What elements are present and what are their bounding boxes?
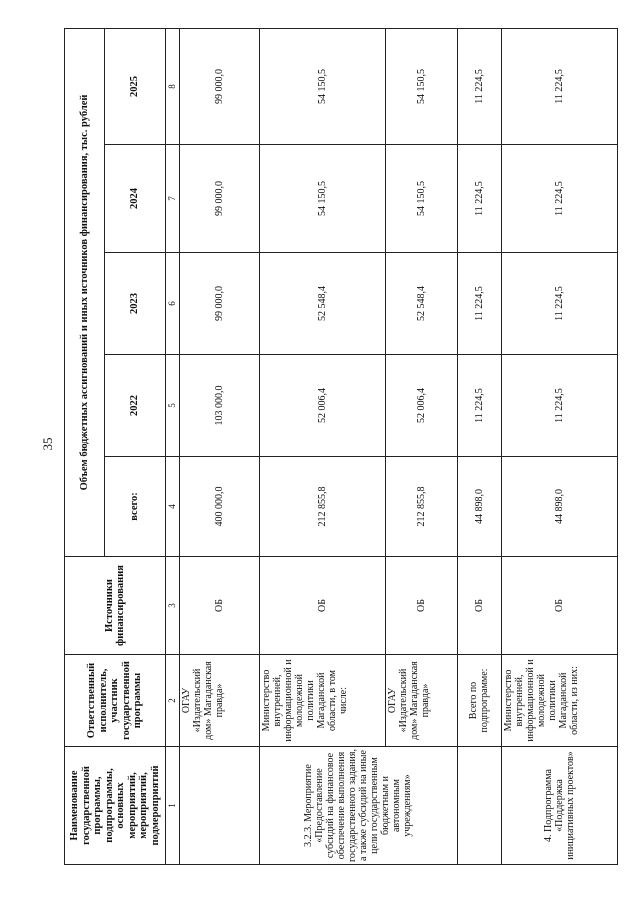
financing-table (64, 28, 618, 865)
column-number: 3 (166, 557, 180, 655)
row-name (457, 747, 501, 865)
column-number: 1 (166, 747, 180, 865)
row-executor: ОГАУ «Издательский дом» Магаданская правда» (179, 655, 259, 747)
column-number: 8 (166, 28, 180, 144)
header-row-1 (65, 28, 105, 864)
row-executor: Министерство внутренней, информационной и молодежной политики Магаданской области, в том числе: (259, 655, 385, 747)
row-source: ОБ (502, 557, 618, 655)
table-row (259, 28, 385, 864)
row-2023: 52 548,4 (386, 253, 458, 355)
row-total: 212 855,8 (386, 457, 458, 557)
row-2024: 11 224,5 (457, 145, 501, 253)
row-source: ОБ (179, 557, 259, 655)
row-2022: 52 006,4 (259, 355, 385, 457)
row-2023: 11 224,5 (457, 253, 501, 355)
column-number-row (166, 28, 180, 864)
row-2025: 54 150,5 (259, 28, 385, 144)
header-2024: 2024 (105, 145, 166, 253)
page-number: 35 (40, 437, 55, 451)
column-number: 4 (166, 457, 180, 557)
column-number: 2 (166, 655, 180, 747)
row-executor: Всего по подпрограмме: (457, 655, 501, 747)
row-2024: 11 224,5 (502, 145, 618, 253)
table-area (64, 29, 618, 865)
row-source: ОБ (457, 557, 501, 655)
row-total: 212 855,8 (259, 457, 385, 557)
table-row (457, 28, 501, 864)
row-2022: 52 006,4 (386, 355, 458, 457)
row-source: ОБ (386, 557, 458, 655)
column-number: 6 (166, 253, 180, 355)
column-number: 5 (166, 355, 180, 457)
row-2025: 11 224,5 (457, 28, 501, 144)
row-executor: ОГАУ «Издательский дом» Магаданская правда» (386, 655, 458, 747)
row-2024: 99 000,0 (179, 145, 259, 253)
row-2022: 103 000,0 (179, 355, 259, 457)
rotated-table-wrapper (64, 29, 618, 865)
header-source: Источники финансирования (65, 557, 166, 655)
header-2025: 2025 (105, 28, 166, 144)
row-2025: 11 224,5 (502, 28, 618, 144)
table-row (179, 28, 259, 864)
header-volume: Объем бюджетных ассигнований и иных источников финансирования, тыс. рублей (65, 28, 105, 556)
row-2025: 54 150,5 (386, 28, 458, 144)
row-name: 3.2.3. Мероприятие «Предоставление субсидий на финансовое обеспечение выполнения государственного задания, а также субсидий на иные цели государственным бюджетным и автономным учреждениям» (259, 747, 457, 865)
header-2022: 2022 (105, 355, 166, 457)
row-total: 400 000,0 (179, 457, 259, 557)
header-2023: 2023 (105, 253, 166, 355)
row-2022: 11 224,5 (502, 355, 618, 457)
row-name: 4. Подпрограмма «Поддержка инициативных проектов» (502, 747, 618, 865)
row-total: 44 898,0 (457, 457, 501, 557)
header-total: всего: (105, 457, 166, 557)
header-executor: Ответственный исполнитель, участник государственной программы (65, 655, 166, 747)
table-row (502, 28, 618, 864)
row-source: ОБ (259, 557, 385, 655)
row-executor: Министерство внутренней, информационной и молодежной политики Магаданской области, из них: (502, 655, 618, 747)
row-2023: 99 000,0 (179, 253, 259, 355)
table-row (386, 28, 458, 864)
row-2024: 54 150,5 (259, 145, 385, 253)
row-2025: 99 000,0 (179, 28, 259, 144)
row-total: 44 898,0 (502, 457, 618, 557)
row-2024: 54 150,5 (386, 145, 458, 253)
header-name: Наименование государственной программы, подпрограммы, основных мероприятий, мероприятий, подмероприятий (65, 747, 166, 865)
row-2023: 52 548,4 (259, 253, 385, 355)
row-name (179, 747, 259, 865)
row-2022: 11 224,5 (457, 355, 501, 457)
row-2023: 11 224,5 (502, 253, 618, 355)
column-number: 7 (166, 145, 180, 253)
